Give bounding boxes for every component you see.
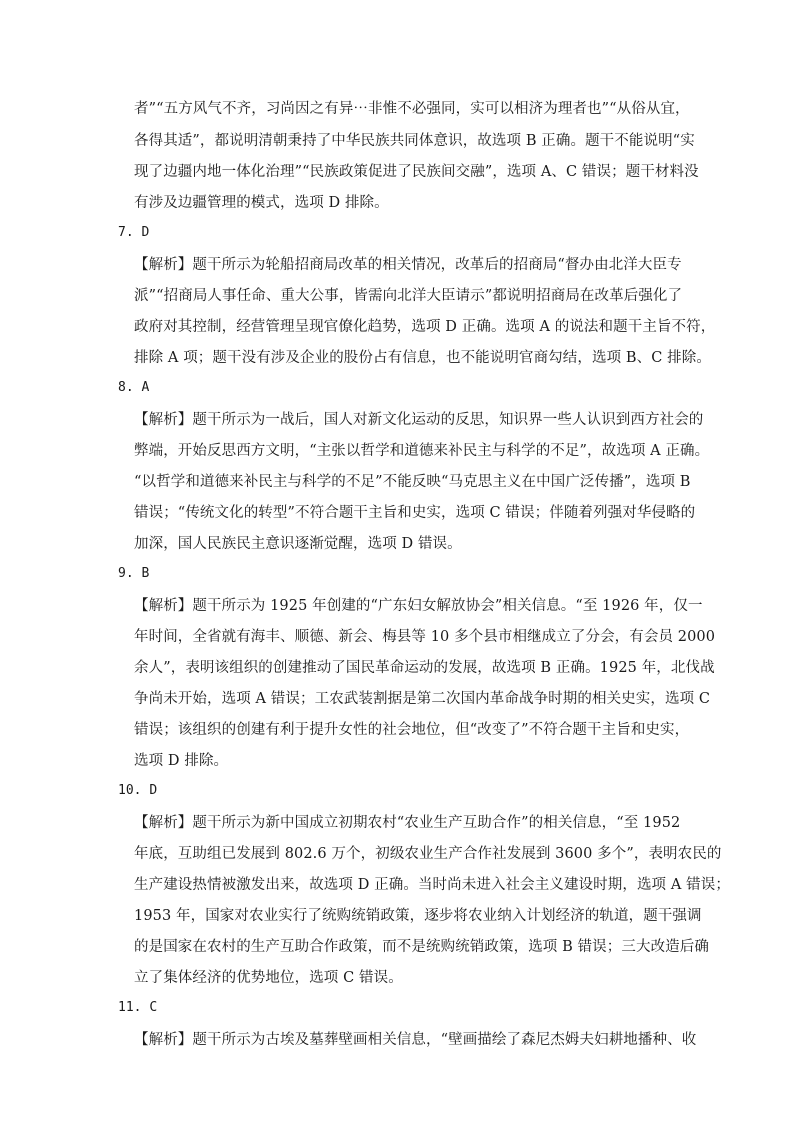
explanation-line: 【解析】题干所示为新中国成立初期农村“农业生产互助合作”的相关信息，“至 1952 [134, 815, 681, 831]
explanation-line: 有涉及边疆管理的模式，选项 D 排除。 [134, 195, 389, 211]
answer-letter: B [141, 566, 150, 581]
explanation-line: 【解析】题干所示为轮船招商局改革的相关情况，改革后的招商局“督办由北洋大臣专 [134, 257, 682, 273]
question-number: 10. [118, 783, 142, 798]
explanation-line: 的是国家在农村的生产互助合作政策，而不是统购统销政策，选项 B 错误；三大改造后确 [134, 939, 709, 955]
question-answer [118, 223, 149, 243]
explanation-line: 争尚未开始，选项 A 错误；工农武装割据是第二次国内革命战争时期的相关史实，选项 C [134, 691, 711, 707]
question-number: 9. [118, 566, 134, 581]
explanation-line: 立了集体经济的优势地位，选项 C 错误。 [134, 970, 403, 986]
explanation-line: 余人”，表明该组织的创建推动了国民革命运动的发展，故选项 B 正确。1925 年，北伐战 [134, 660, 715, 676]
explanation-line: 生产建设热情被激发出来，故选项 D 正确。当时尚未进入社会主义建设时期，选项 A 错误； [134, 877, 730, 893]
explanation-line: 【解析】题干所示为 1925 年创建的“广东妇女解放协会”相关信息。“至 1926 年，仅一 [134, 598, 703, 614]
explanation-line: 弊端，开始反思西方文明，“主张以哲学和道德来补民主与科学的不足”，故选项 A 正确。 [134, 443, 710, 459]
explanation-line: 错误；“传统文化的转型”不符合题干主旨和史实，选项 C 错误；伴随着列强对华侵略的 [134, 505, 696, 521]
explanation-line: 派”“招商局人事任命、重大公事，皆需向北洋大臣请示”都说明招商局在改革后强化了 [134, 288, 683, 304]
question-number: 11. [118, 1000, 142, 1015]
explanation-line: 现了边疆内地一体化治理”“民族政策促进了民族间交融”，选项 A、C 错误；题干材料没 [134, 164, 699, 180]
explanation-line: 【解析】题干所示为古埃及墓葬壁画相关信息，“壁画描绘了森尼杰姆夫妇耕地播种、收 [134, 1032, 697, 1048]
question-answer [118, 564, 149, 584]
explanation-line: 选项 D 排除。 [134, 753, 229, 769]
answer-letter: A [141, 380, 150, 395]
explanation-line: 1953 年，国家对农业实行了统购统销政策，逐步将农业纳入计划经济的轨道，题干强调 [134, 908, 702, 924]
question-answer [118, 998, 157, 1018]
explanation-line: 加深，国人民族民主意识逐渐觉醒，选项 D 错误。 [134, 536, 462, 552]
explanation-line: 各得其适”，都说明清朝秉持了中华民族共同体意识，故选项 B 正确。题干不能说明“实 [134, 133, 695, 149]
answer-letter: C [149, 1000, 158, 1015]
question-number: 7. [118, 225, 134, 240]
question-answer [118, 378, 149, 398]
explanation-line: 错误；该组织的创建有利于提升女性的社会地位，但“改变了”不符合题干主旨和史实， [134, 722, 690, 738]
explanation-line: 排除 A 项；题干没有涉及企业的股份占有信息，也不能说明官商勾结，选项 B、C 排除。 [134, 350, 711, 366]
question-answer [118, 781, 157, 801]
explanation-line: 【解析】题干所示为一战后，国人对新文化运动的反思，知识界一些人认识到西方社会的 [134, 412, 704, 428]
explanation-line: 年底，互助组已发展到 802.6 万个，初级农业生产合作社发展到 3600 多个”，表明农民的 [134, 846, 722, 862]
answer-letter: D [149, 783, 158, 798]
question-number: 8. [118, 380, 134, 395]
explanation-line: “以哲学和道德来补民主与科学的不足”不能反映“马克思主义在中国广泛传播”，选项 B [134, 474, 691, 490]
explanation-line: 年时间，全省就有海丰、顺德、新会、梅县等 10 多个县市相继成立了分会，有会员 2000 [134, 629, 716, 645]
explanation-line: 者”“五方风气不齐，习尚因之有异⋯非惟不必强同，实可以相济为理者也”“从俗从宜， [134, 101, 690, 117]
answer-letter: D [141, 225, 150, 240]
explanation-line: 政府对其控制，经营管理呈现官僚化趋势，选项 D 正确。选项 A 的说法和题干主旨不符， [134, 319, 716, 335]
